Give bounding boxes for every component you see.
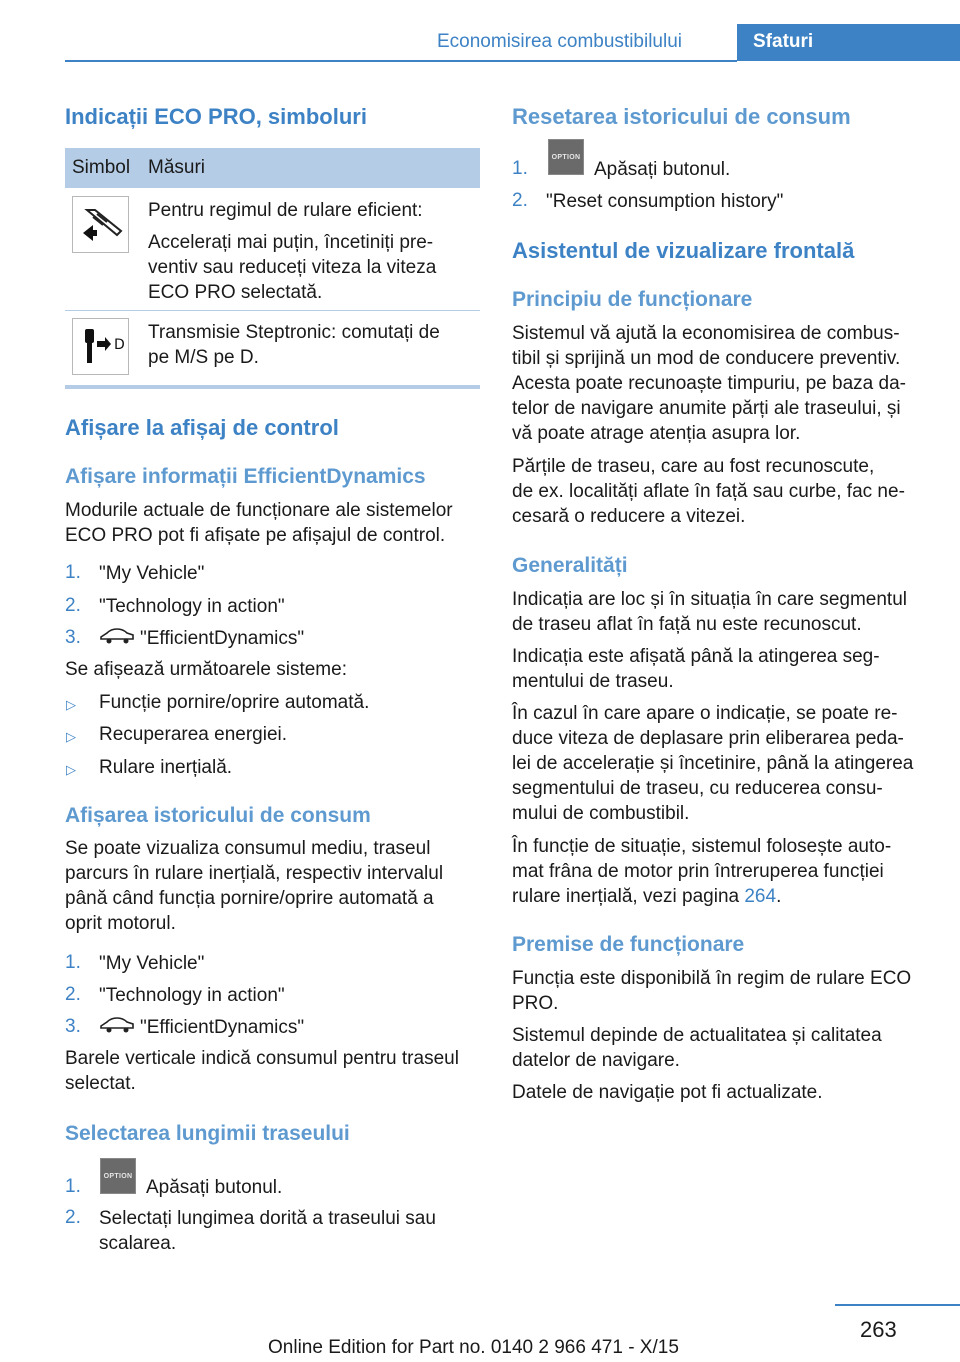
list-item-technology: "Technology in action" — [99, 596, 285, 617]
row2-line1: Transmisie Steptronic: comutați de — [148, 322, 440, 343]
paragraph-line: de ex. localități aflate în față sau curbe, fac ne‐ — [512, 481, 905, 502]
list-number: 1. — [65, 562, 81, 583]
paragraph-line: Modurile actuale de funcționare ale sistemelor — [65, 500, 453, 521]
paragraph-line: Indicația are loc și în situația în care segmentul — [512, 589, 907, 610]
option-button-label: OPTION — [103, 1173, 133, 1180]
row1-line3: ventiv sau reduceți viteza la viteza — [148, 257, 437, 278]
paragraph-line: mat frâna de motor prin întreruperea funcției — [512, 861, 884, 882]
paragraph-line: oprit motorul. — [65, 913, 176, 934]
option-button-icon — [100, 1158, 136, 1194]
list-number: 1. — [65, 1176, 81, 1197]
paragraph-line: Părțile de traseu, care au fost recunoscute, — [512, 456, 875, 477]
list-number: 2. — [65, 1207, 81, 1228]
paragraph-line: cesară o reducere a vitezei. — [512, 506, 746, 527]
paragraph-line: Indicația este afișată până la atingerea seg‐ — [512, 646, 880, 667]
subtitle-prerequisites: Premise de funcționare — [512, 933, 745, 956]
paragraph-line: duce viteza de deplasare prin eliberarea peda‐ — [512, 728, 904, 749]
list-item-efficientdynamics: "EfficientDynamics" — [140, 628, 305, 649]
list-number: 2. — [65, 595, 81, 616]
subtitle-efficientdynamics-info: Afișare informații EfficientDynamics — [65, 465, 426, 488]
list-number: 1. — [65, 952, 81, 973]
list-item-my-vehicle: "My Vehicle" — [99, 563, 205, 584]
list-item-reset-history: "Reset consumption history" — [546, 191, 784, 212]
col-header-symbol: Simbol — [72, 157, 131, 178]
gear-shift-icon — [72, 318, 129, 375]
paragraph-line: selectat. — [65, 1073, 136, 1094]
table-bottom-rule — [65, 385, 480, 389]
paragraph-line: segmentului de traseu, cu reducerea consu‐ — [512, 778, 883, 799]
list-item-technology: "Technology in action" — [99, 985, 285, 1006]
subtitle-reset-history: Resetarea istoricului de consum — [512, 104, 851, 129]
paragraph-line: PRO. — [512, 993, 559, 1014]
svg-text:D: D — [114, 337, 125, 353]
row1-line4: ECO PRO selectată. — [148, 282, 323, 303]
paragraph-line: Datele de navigație pot fi actualizate. — [512, 1082, 823, 1103]
symbol-table-header — [65, 148, 480, 188]
table-row-divider — [65, 310, 480, 311]
paragraph-line: În cazul în care apare o indicație, se poate re‐ — [512, 703, 898, 724]
section-title-eco-pro-symbols: Indicații ECO PRO, simboluri — [65, 104, 367, 129]
row1-line2: Accelerați mai puțin, încetiniți pre‐ — [148, 232, 434, 253]
bullet-item: Funcție pornire/oprire automată. — [99, 692, 370, 713]
paragraph-text: rulare inerțială, vezi pagina — [512, 886, 745, 907]
page-number: 263 — [860, 1317, 897, 1342]
option-button-label: OPTION — [551, 154, 581, 161]
subtitle-consumption-history: Afișarea istoricului de consum — [65, 804, 371, 827]
paragraph-line: Sistemul depinde de actualitatea și calitatea — [512, 1025, 882, 1046]
paragraph-line: Barele verticale indică consumul pentru traseul — [65, 1048, 459, 1069]
section-title-control-display: Afișare la afișaj de control — [65, 415, 339, 440]
paragraph-line: vă poate atrage atenția asupra lor. — [512, 423, 801, 444]
paragraph-line: datelor de navigare. — [512, 1050, 680, 1071]
page-reference-link[interactable]: 264 — [744, 886, 777, 907]
paragraph-line: tibil și sprijină un mod de conducere preventiv. — [512, 348, 901, 369]
footer-rule — [835, 1304, 960, 1306]
list-item-press-button: Apăsați butonul. — [146, 1177, 283, 1198]
paragraph-line: de traseu aflat în față nu este recunoscut. — [512, 614, 862, 635]
paragraph-line: mentului de traseu. — [512, 671, 674, 692]
list-number: 3. — [65, 627, 81, 648]
paragraph-line: telor de navigare anumite părți ale traseului, și — [512, 398, 901, 419]
list-number: 3. — [65, 1016, 81, 1037]
row2-line2: pe M/S pe D. — [148, 347, 259, 368]
subtitle-general: Generalități — [512, 554, 628, 577]
paragraph-line-with-link — [512, 884, 781, 910]
row1-line1: Pentru regimul de rulare eficient: — [148, 200, 423, 221]
paragraph-line: ECO PRO pot fi afișate pe afișajul de control. — [65, 525, 446, 546]
subtitle-route-length: Selectarea lungimii traseului — [65, 1122, 350, 1145]
paragraph-line: Sistemul vă ajută la economisirea de combus‐ — [512, 323, 900, 344]
list-number: 1. — [512, 158, 528, 179]
paragraph-text: . — [776, 886, 782, 907]
chapter-tab — [737, 24, 960, 61]
paragraph-line: până când funcția pornire/oprire automată a — [65, 888, 434, 909]
col-header-measures: Măsuri — [148, 157, 206, 178]
bullet-item: Recuperarea energiei. — [99, 724, 288, 745]
paragraph-line: Se afișează următoarele sisteme: — [65, 659, 347, 680]
paragraph-line: Acesta poate recunoaște timpuriu, pe baza da‐ — [512, 373, 906, 394]
list-item-my-vehicle: "My Vehicle" — [99, 953, 205, 974]
eco-pedal-icon — [72, 196, 129, 253]
list-number: 2. — [65, 984, 81, 1005]
paragraph-line: parcurs în rulare inerțială, respectiv intervalul — [65, 863, 444, 884]
edition-footer: Online Edition for Part no. 0140 2 966 471 - X/15 — [268, 1337, 679, 1358]
bullet-item: Rulare inerțială. — [99, 757, 233, 778]
car-efficiency-icon — [99, 1013, 135, 1037]
list-item-select-length-cont: scalarea. — [99, 1233, 177, 1254]
list-item-select-length: Selectați lungimea dorită a traseului sau — [99, 1208, 436, 1229]
paragraph-line: mului de combustibil. — [512, 803, 690, 824]
section-title-forward-assistant: Asistentul de vizualizare frontală — [512, 238, 855, 263]
chapter-tab-label: Sfaturi — [753, 31, 814, 52]
paragraph-line: lei de accelerație și încetinire, până la atingerea — [512, 753, 914, 774]
list-number: 2. — [512, 190, 528, 211]
header-rule — [65, 60, 737, 62]
car-efficiency-icon — [99, 624, 135, 648]
subtitle-principle: Principiu de funcționare — [512, 288, 753, 311]
paragraph-line: Se poate vizualiza consumul mediu, traseul — [65, 838, 431, 859]
running-header-section: Economisirea combustibilului — [437, 31, 682, 52]
bullet-triangle-icon: ▷ — [66, 729, 76, 744]
list-item-press-button: Apăsați butonul. — [594, 159, 731, 180]
bullet-triangle-icon: ▷ — [66, 762, 76, 777]
list-item-efficientdynamics: "EfficientDynamics" — [140, 1017, 305, 1038]
option-button-icon — [548, 139, 584, 175]
paragraph-line: În funcție de situație, sistemul folosește auto‐ — [512, 836, 892, 857]
bullet-triangle-icon: ▷ — [66, 697, 76, 712]
paragraph-line: Funcția este disponibilă în regim de rulare ECO — [512, 968, 912, 989]
